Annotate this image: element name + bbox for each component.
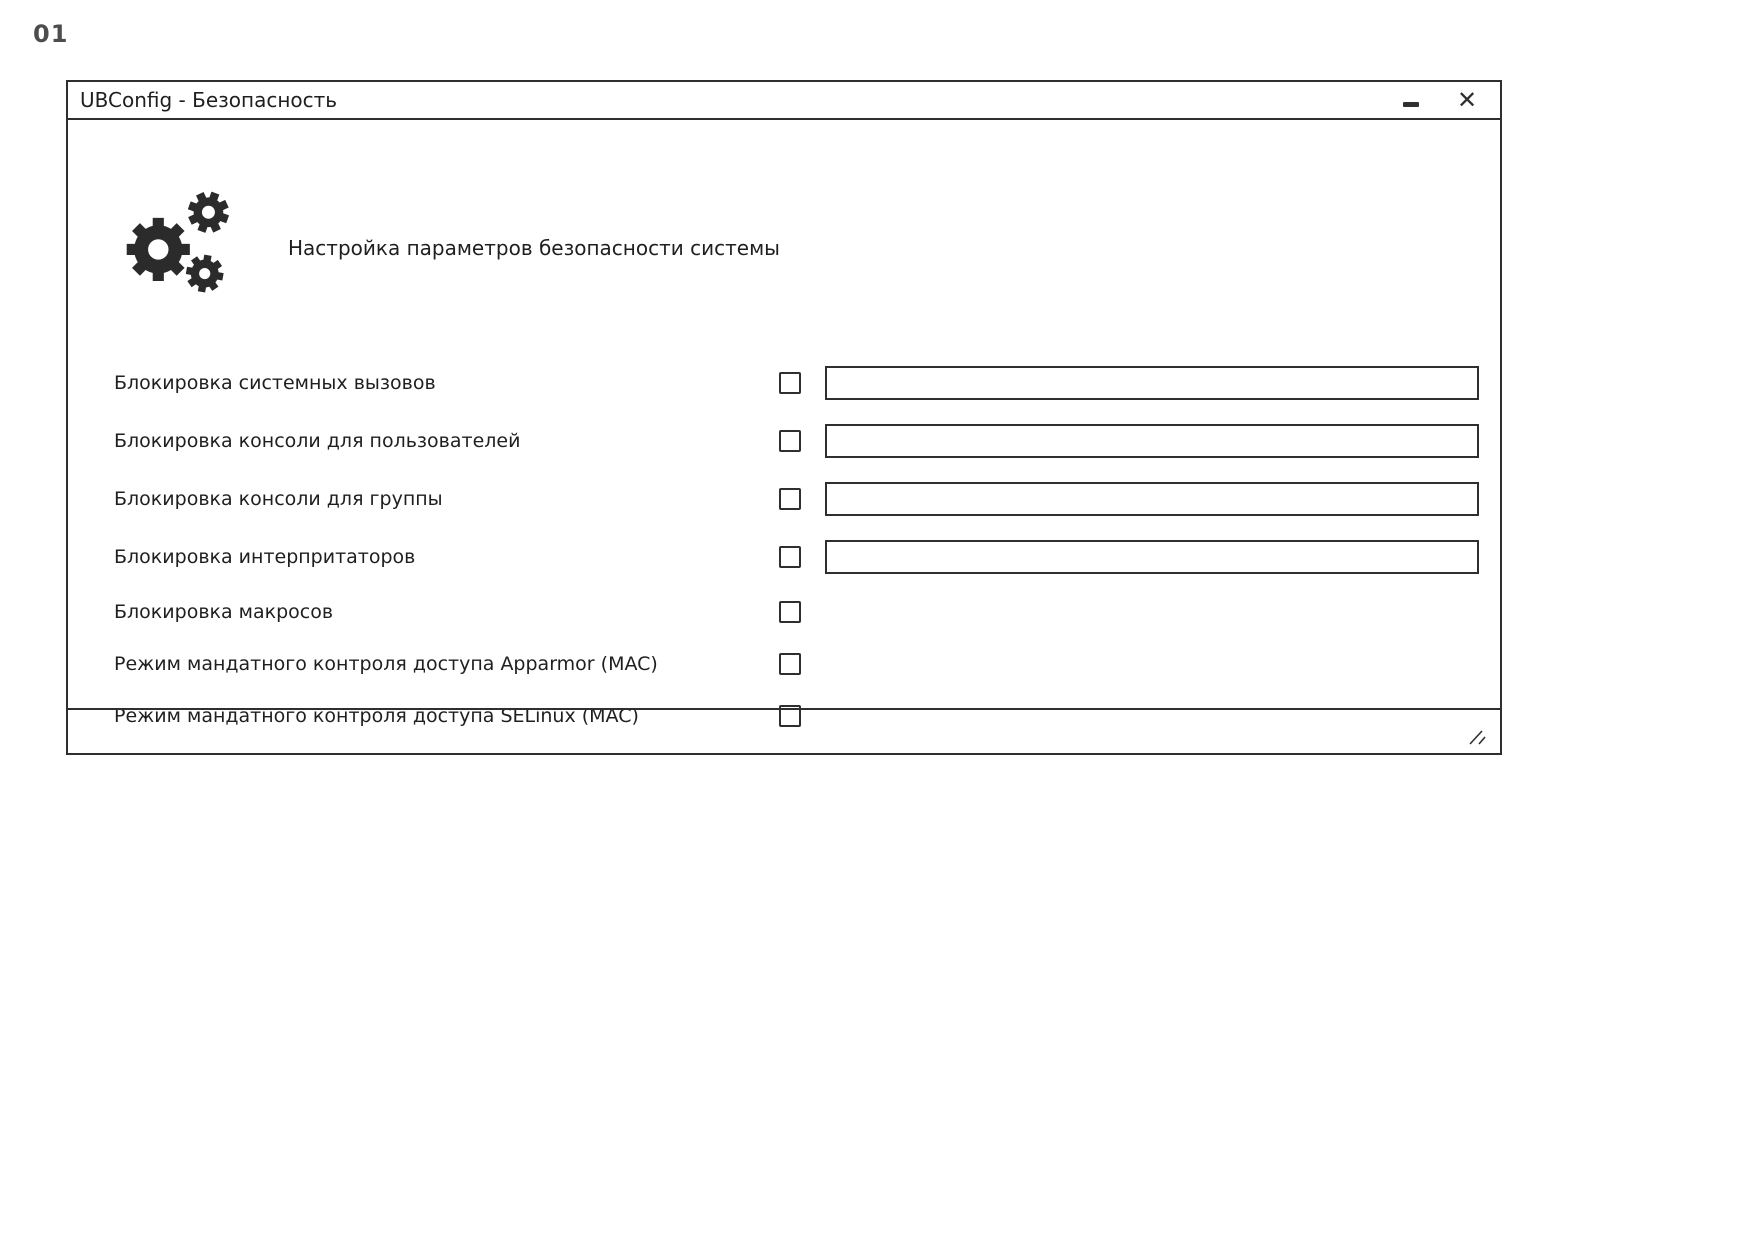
- page-number-label: 01: [33, 20, 69, 48]
- interpreters-lock-label: Блокировка интерпритаторов: [114, 546, 416, 568]
- group-console-lock-label: Блокировка консоли для группы: [114, 488, 443, 510]
- resize-grip-icon[interactable]: [1466, 729, 1488, 745]
- settings-row: [114, 412, 1476, 470]
- minimize-button[interactable]: [1396, 85, 1426, 115]
- user-console-lock-label: Блокировка консоли для пользователей: [114, 430, 521, 452]
- interpreters-lock-checkbox[interactable]: [779, 546, 801, 568]
- group-console-lock-input[interactable]: [825, 482, 1479, 516]
- apparmor-mac-checkbox[interactable]: [779, 653, 801, 675]
- group-console-lock-checkbox[interactable]: [779, 488, 801, 510]
- window-titlebar: [68, 82, 1500, 120]
- settings-form: [114, 354, 1476, 742]
- syscalls-lock-label: Блокировка системных вызовов: [114, 372, 436, 394]
- syscalls-lock-checkbox[interactable]: [779, 372, 801, 394]
- gears-icon: [110, 186, 240, 298]
- settings-row: [114, 528, 1476, 586]
- settings-row: [114, 354, 1476, 412]
- window-content: [68, 122, 1500, 727]
- minimize-icon: [1403, 102, 1419, 107]
- apparmor-mac-label: Режим мандатного контроля доступа Apparmor (MAC): [114, 653, 658, 675]
- macros-lock-label: Блокировка макросов: [114, 601, 334, 623]
- ubconfig-security-window: [66, 80, 1502, 755]
- macros-lock-checkbox[interactable]: [779, 601, 801, 623]
- settings-row: [114, 470, 1476, 528]
- window-statusbar: [68, 708, 1500, 753]
- syscalls-lock-input[interactable]: [825, 366, 1479, 400]
- user-console-lock-checkbox[interactable]: [779, 430, 801, 452]
- close-button[interactable]: [1452, 85, 1482, 115]
- user-console-lock-input[interactable]: [825, 424, 1479, 458]
- selinux-mac-label: Режим мандатного контроля доступа SELinux (MAC): [114, 705, 639, 727]
- close-icon: ✕: [1456, 86, 1478, 114]
- interpreters-lock-input[interactable]: [825, 540, 1479, 574]
- settings-row: [114, 638, 1476, 690]
- window-title: UBConfig - Безопасность: [80, 88, 338, 112]
- settings-row: [114, 586, 1476, 638]
- page-title: Настройка параметров безопасности системы: [288, 236, 780, 260]
